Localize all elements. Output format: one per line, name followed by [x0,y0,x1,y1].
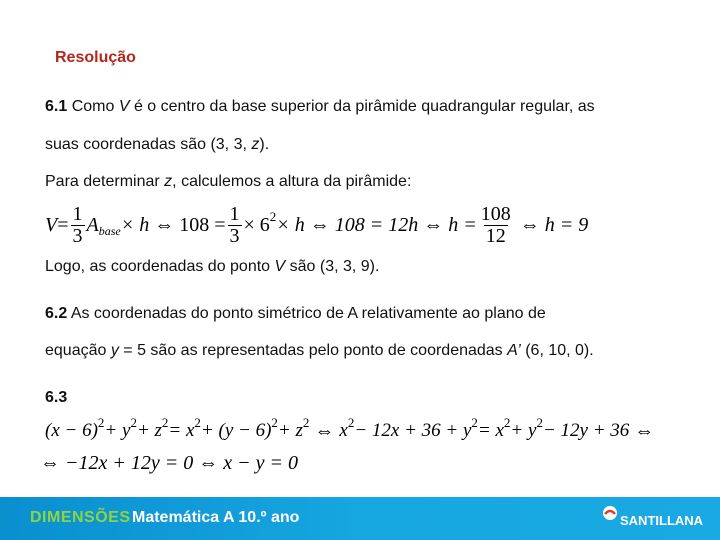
denominator: 3 [229,224,240,247]
numerator: 1 [72,202,83,225]
text: suas coordenadas são (3, 3, [45,136,252,153]
text: equação [45,342,111,359]
text: , calculemos a altura da pirâmide: [172,173,412,190]
text: são (3, 3, 9). [285,258,380,275]
exponent: 2 [302,415,310,430]
text: (6, 10, 0). [520,342,594,359]
equivalence-arrow: ⇔ [519,213,540,236]
math-term: + z [136,420,162,441]
math-term: (x − 6) [45,420,98,441]
exponent: 2 [269,209,277,224]
exponent: 2 [536,415,543,430]
text: Logo, as coordenadas do ponto [45,258,275,275]
equivalence-arrow: ⇔ [198,451,219,474]
numerator: 108 [480,202,511,225]
variable: z [164,173,173,190]
math-term: V [45,213,58,236]
text: é o centro da base superior da pirâmide quadrangular regular, as [129,98,595,115]
text: ). [259,136,270,153]
text: Como [67,98,119,115]
math-term: x − y = 0 [223,451,298,474]
item-number: 6.2 [45,305,68,322]
paragraph-6-1-conclusion [45,257,379,277]
exponent: 2 [97,415,105,430]
item-number: 6.1 [45,98,68,115]
math-term: h = [448,213,477,236]
math-term: + (y − 6) [200,420,272,441]
math-term: + y [510,420,537,441]
denominator: 3 [72,224,83,247]
point-name: V [118,98,130,115]
exponent: 2 [194,415,201,430]
paragraph-6-3 [45,388,67,408]
math-term: A [86,213,99,236]
math-term: = x [477,420,504,441]
variable: y [110,342,119,359]
equivalence-arrow: ⇔ [309,213,330,236]
exponent: 2 [471,415,478,430]
fraction [228,204,242,247]
exponent: 2 [503,415,511,430]
math-term: 108 = [179,213,226,236]
paragraph-6-2-line-1 [45,304,546,324]
text: Para determinar [45,173,165,190]
math-term: h = 9 [544,213,589,236]
subject-label: Matemática A 10.º ano [132,509,300,526]
equation-plane-line-2 [40,450,298,476]
paragraph-6-1-line-2 [45,135,269,155]
exponent: 2 [347,415,355,430]
math-term: × 6 [243,213,270,236]
math-term: + y [104,420,131,441]
fraction [71,204,85,247]
paragraph-6-1-line-3 [45,172,411,192]
math-term: × h [276,213,305,236]
section-heading: Resolução [55,49,136,66]
text: As coordenadas do ponto simétrico de A relativamente ao plano de [67,305,546,322]
denominator: 12 [485,224,506,247]
math-term: −12x + 12y = 0 [65,451,194,474]
point-name: V [274,258,286,275]
equivalence-arrow: ⇔ [314,419,335,442]
exponent: 2 [271,415,278,430]
variable: z [251,136,260,153]
math-term: = x [168,420,195,441]
publisher-logo-icon [602,505,618,526]
math-term: × h [120,213,150,236]
math-term: − 12x + 36 + y [354,420,472,441]
text: = 5 são as representadas pelo ponto de coordenadas [118,342,508,359]
point-name: A’ [507,342,521,359]
subscript: base [98,223,121,238]
math-term: + z [277,420,303,441]
math-term: = [57,213,69,236]
equation-height [45,200,588,250]
paragraph-6-1-line-1 [45,97,595,117]
publisher-name: SANTILLANA [620,513,704,528]
equation-plane-line-1 [45,416,659,446]
exponent: 2 [161,415,169,430]
math-term: x [339,420,348,441]
math-term: − 12y + 36 [542,420,630,441]
series-brand: DIMENSÕES [30,509,131,526]
item-number: 6.3 [45,389,68,406]
equivalence-arrow: ⇔ [154,213,175,236]
exponent: 2 [130,415,137,430]
paragraph-6-2-line-2 [45,341,594,361]
equivalence-arrow: ⇔ [634,419,655,442]
footer-bar [0,497,720,540]
math-term: 108 = 12h [334,213,419,236]
equivalence-arrow: ⇔ [423,213,444,236]
numerator: 1 [229,202,240,225]
fraction [479,204,513,247]
equivalence-arrow: ⇔ [40,451,60,474]
